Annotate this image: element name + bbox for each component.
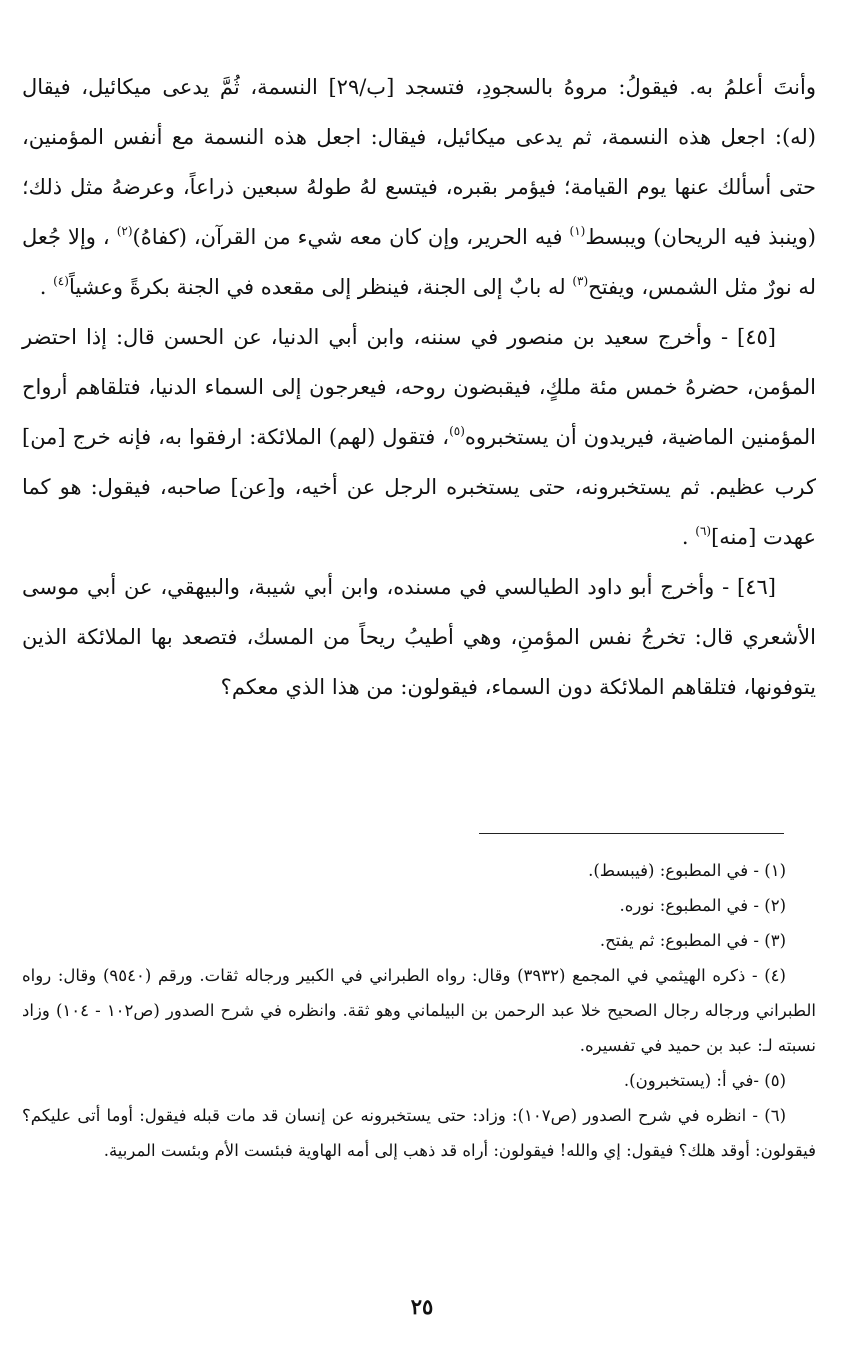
main-text	[22, 62, 816, 712]
footnote-1: (١) - في المطبوع: (فيبسط).	[588, 861, 786, 880]
footnote-ref-1: (١)	[569, 224, 586, 238]
footnote-ref-3: (٣)	[572, 274, 589, 288]
text-run: .	[681, 525, 696, 549]
text-run: له بابٌ إلى الجنة، فينظر إلى مقعده في الجنة بكرةً وعشياً	[68, 275, 573, 299]
paragraph-1	[22, 62, 816, 312]
footnote-4: (٤) - ذكره الهيثمي في المجمع (٣٩٣٢) وقال: رواه الطبراني في الكبير ورجاله ثقات. ورقم (٩٥٤٠) وقال: رواه الطبراني ورجاله رجال الصحيح خلا عبد الرحمن بن البيلماني وهو ثقة. وانظره في شرح الصدور (ص١٠٢ - ١٠٤) وزاد نسبته لـ: عبد بن حميد في تفسيره.	[22, 966, 816, 1055]
text-run: ، فتقول (لهم) الملائكة: ارفقوا به، فإنه خرج [من] كرب عظيم. ثم يستخبرونه، حتى يستخبره الرجل عن أخيه، و[عن] صاحبه، فيقول: هو كما عهدت [منه]	[22, 425, 816, 549]
footnote-divider	[479, 833, 784, 834]
paragraph-3	[22, 562, 816, 712]
text-run: [٤٥] - وأخرج سعيد بن منصور في سننه، وابن أبي الدنيا، عن الحسن قال: إذا احتضر المؤمن، حضرهُ خمس مئة ملكٍ، فيقبضون روحه، فيعرجون إلى السماء الدنيا، فتلقاهم أرواح المؤمنين الماضية، فيريدون أن يستخبروه	[22, 325, 816, 449]
text-run: فيه الحرير، وإن كان معه شيء من القرآن، (كفاهُ)	[132, 225, 570, 249]
footnote-ref-6: (٦)	[695, 524, 712, 538]
footnote-ref-2: (٢)	[116, 224, 133, 238]
text-run: ، وإلا جُعل له نورٌ مثل الشمس، ويفتح	[22, 225, 816, 299]
text-run: .	[39, 275, 54, 299]
footnote-ref-5: (٥)	[449, 424, 465, 438]
footnote-3: (٣) - في المطبوع: ثم يفتح.	[599, 931, 786, 950]
footnote-2: (٢) - في المطبوع: نوره.	[619, 896, 786, 915]
paragraph-2	[22, 312, 816, 562]
footnote-ref-4: (٤)	[53, 274, 69, 288]
page-number: ٢٥	[410, 1294, 434, 1319]
footnotes-section	[22, 853, 816, 1168]
footnote-6: (٦) - انظره في شرح الصدور (ص١٠٧): وزاد: حتى يستخبرونه عن إنسان قد مات قبله فيقول: أوما أتى عليكم؟ فيقولون: أوقد هلك؟ فيقول: إي والله! فيقولون: أراه قد ذهب إلى أمه الهاوية فبئست الأم وبئست المربية.	[22, 1106, 816, 1160]
text-run: وأنتَ أعلمُ به. فيقولُ: مروهُ بالسجودِ، فتسجد [ب/٢٩] النسمة، ثُمَّ يدعى ميكائيل، فيقال (له): اجعل هذه النسمة، ثم يدعى ميكائيل، فيقال: اجعل هذه النسمة مع أنفس المؤمنين، حتى أسألك عنها يوم القيامة؛ فيؤمر بقبره، فيتسع لهُ طولهُ سبعين ذراعاً، وعرضهُ مثل ذلك؛ (وينبذ فيه الريحان) ويبسط	[22, 75, 816, 249]
text-run: [٤٦] - وأخرج أبو داود الطيالسي في مسنده، وابن أبي شيبة، والبيهقي، عن أبي موسى الأشعري قال: تخرجُ نفس المؤمنِ، وهي أطيبُ ريحاً من المسك، فتصعد بها الملائكة الذين يتوفونها، فتلقاهم الملائكة دون السماء، فيقولون: من هذا الذي معكم؟	[22, 575, 816, 699]
footnote-5: (٥) -في أ: (يستخبرون).	[623, 1071, 786, 1090]
